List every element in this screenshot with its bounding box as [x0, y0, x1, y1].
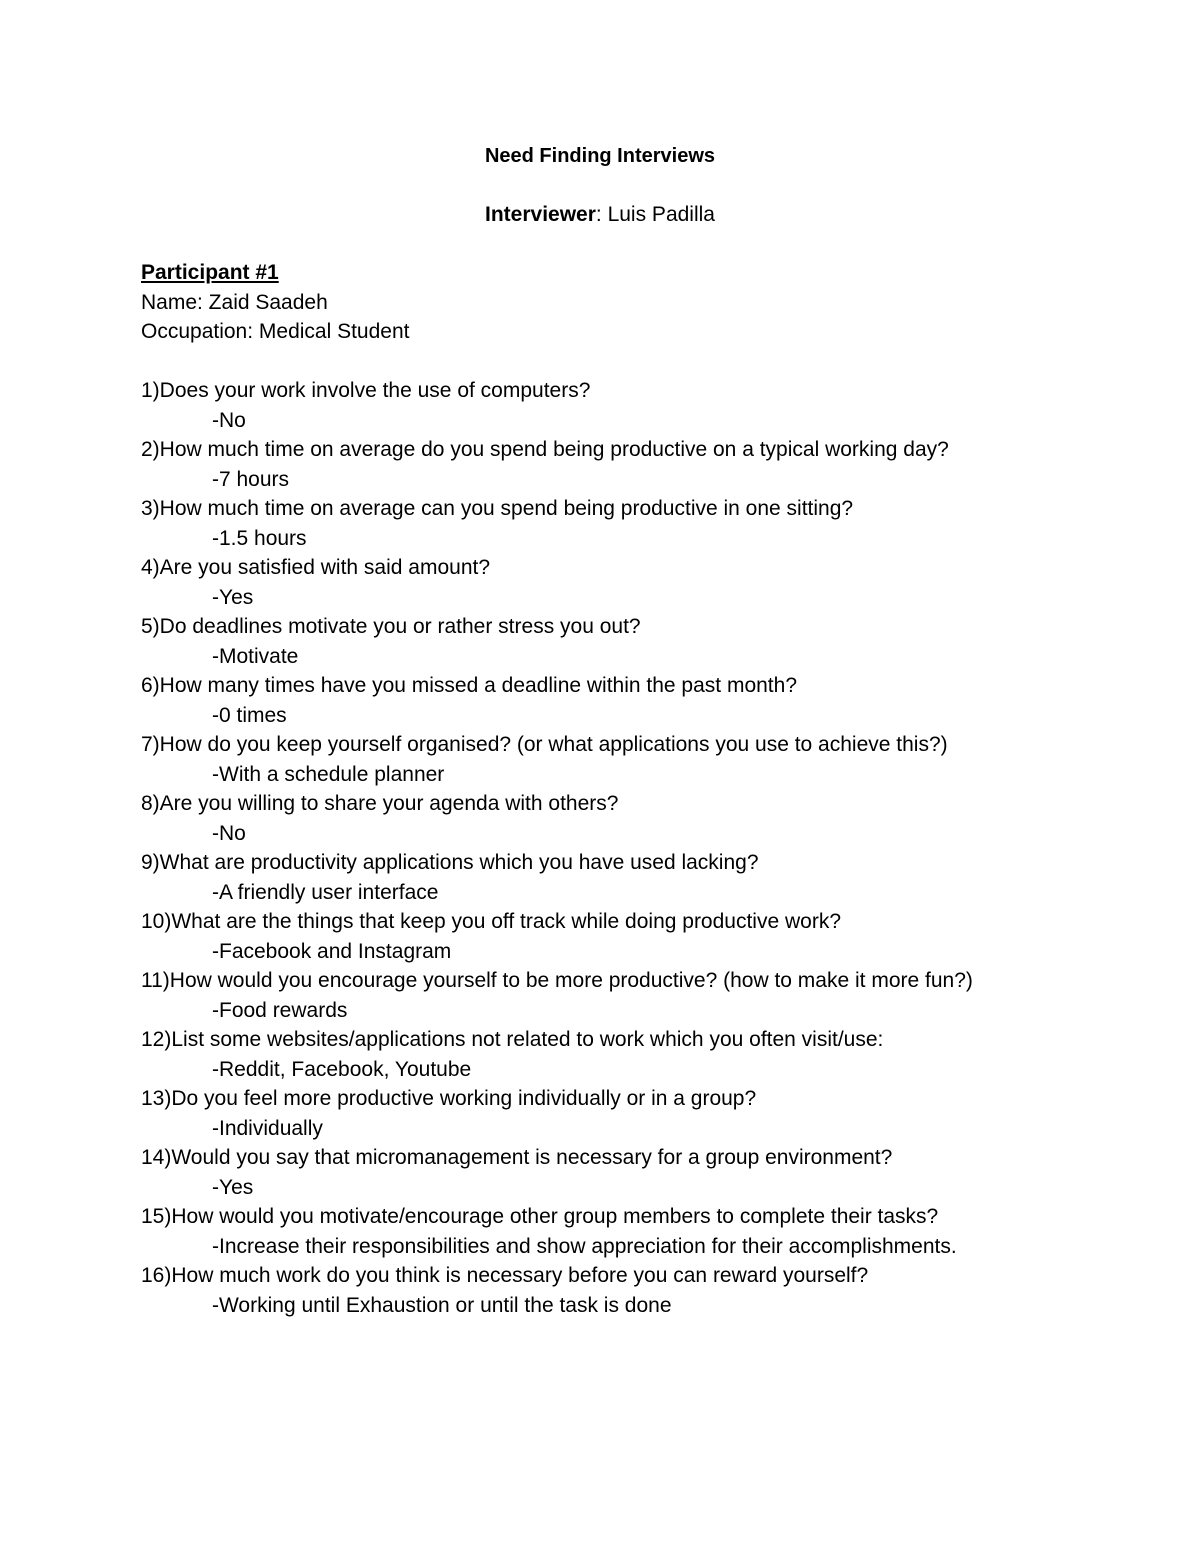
answer-text: -Working until Exhaustion or until the task is done [212, 1293, 672, 1317]
qa-item [141, 376, 1101, 435]
question-text: 7)How do you keep yourself organised? (or what applications you use to achieve this?) [141, 733, 948, 756]
answer-text: -1.5 hours [212, 526, 307, 550]
qa-item [141, 435, 1101, 494]
answer-text: -Reddit, Facebook, Youtube [212, 1057, 472, 1081]
qa-item [141, 612, 1101, 671]
answer-text: -No [212, 408, 246, 432]
answer-text: -0 times [212, 703, 287, 727]
answer-text: -Yes [212, 1175, 254, 1199]
interviewer-separator: : [595, 203, 608, 226]
question-text: 9)What are productivity applications which you have used lacking? [141, 851, 759, 874]
question-text: 3)How much time on average can you spend being productive in one sitting? [141, 497, 854, 520]
qa-item [141, 907, 1101, 966]
question-text: 14)Would you say that micromanagement is necessary for a group environment? [141, 1146, 893, 1169]
qa-item [141, 848, 1101, 907]
question-text: 13)Do you feel more productive working individually or in a group? [141, 1087, 757, 1110]
qa-item [141, 789, 1101, 848]
question-text: 6)How many times have you missed a deadline within the past month? [141, 674, 798, 697]
answer-text: -Motivate [212, 644, 299, 668]
qa-item [141, 730, 1101, 789]
answer-text: -Individually [212, 1116, 323, 1140]
question-text: 8)Are you willing to share your agenda with others? [141, 792, 619, 815]
question-text: 15)How would you motivate/encourage other group members to complete their tasks? [141, 1205, 939, 1228]
question-text: 2)How much time on average do you spend being productive on a typical working day? [141, 438, 949, 461]
question-text: 10)What are the things that keep you off track while doing productive work? [141, 910, 842, 933]
answer-text: -With a schedule planner [212, 762, 445, 786]
participant-info [141, 258, 410, 347]
answer-text: -No [212, 821, 246, 845]
participant-name: Name: Zaid Saadeh [141, 290, 328, 314]
interviewer-label: Interviewer [485, 203, 596, 226]
document-title: Need Finding Interviews [484, 145, 716, 167]
question-text: 11)How would you encourage yourself to be more productive? (how to make it more fun?) [141, 969, 973, 992]
qa-item [141, 1143, 1101, 1202]
question-text: 12)List some websites/applications not related to work which you often visit/use: [141, 1028, 884, 1051]
answer-text: -Yes [212, 585, 254, 609]
qa-item [141, 553, 1101, 612]
answer-text: -Increase their responsibilities and show appreciation for their accomplishments. [212, 1234, 957, 1258]
participant-heading: Participant #1 [141, 261, 279, 284]
answer-text: -A friendly user interface [212, 880, 439, 904]
qa-item [141, 1084, 1101, 1143]
participant-occupation: Occupation: Medical Student [141, 320, 410, 343]
interviewer-line [0, 200, 1200, 230]
qa-item [141, 671, 1101, 730]
question-text: 4)Are you satisfied with said amount? [141, 556, 491, 579]
qa-item [141, 966, 1101, 1025]
question-text: 16)How much work do you think is necessary before you can reward yourself? [141, 1264, 869, 1287]
interviewer-name: Luis Padilla [607, 203, 715, 226]
answer-text: -7 hours [212, 467, 290, 491]
qa-item [141, 1202, 1101, 1261]
answer-text: -Food rewards [212, 998, 348, 1022]
question-text: 5)Do deadlines motivate you or rather stress you out? [141, 615, 641, 638]
qa-item [141, 494, 1101, 553]
question-text: 1)Does your work involve the use of computers? [141, 379, 591, 402]
answer-text: -Facebook and Instagram [212, 939, 452, 963]
question-answer-list [141, 376, 1101, 1320]
qa-item [141, 1261, 1101, 1320]
qa-item [141, 1025, 1101, 1084]
